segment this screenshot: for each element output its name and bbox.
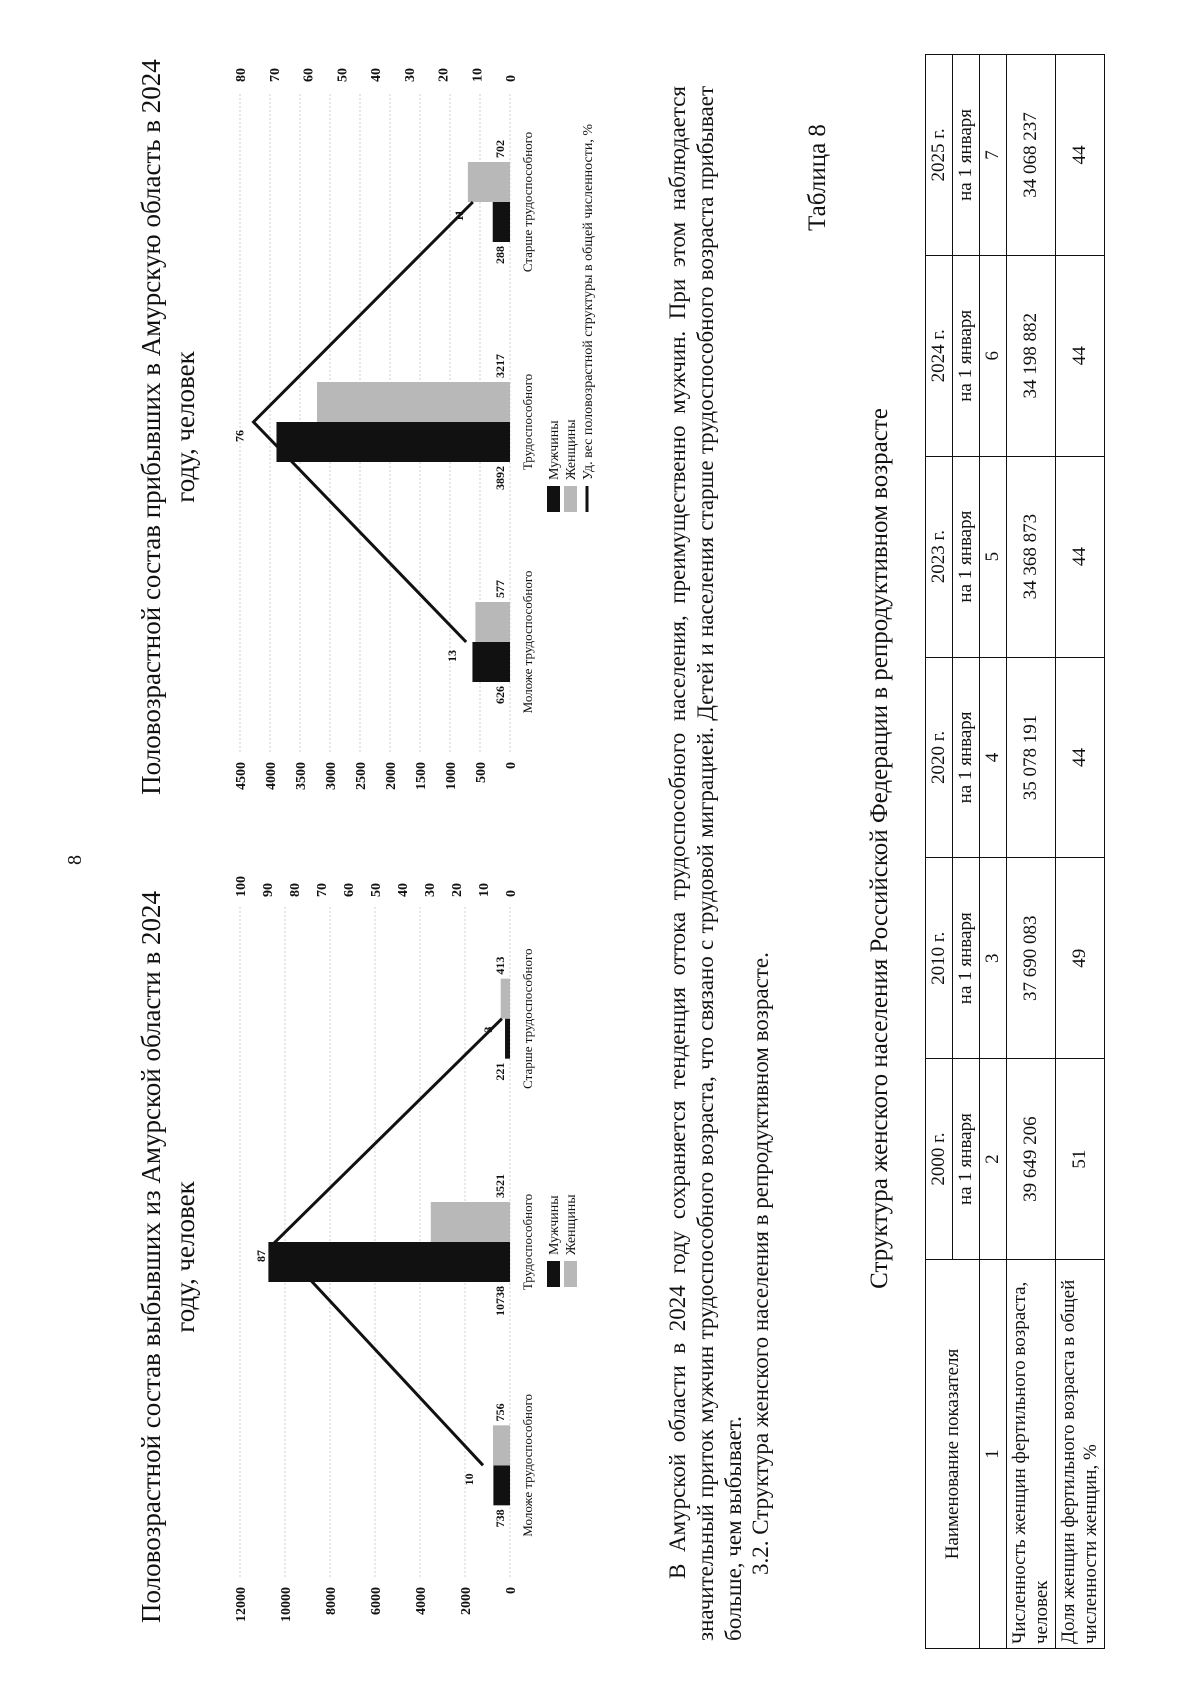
subheader-date: на 1 января [953,1059,980,1260]
y-tick-label: 2000 [384,762,399,790]
y-tick-label: 2500 [354,762,369,790]
section-heading: 3.2. Структура женского населения в репродуктивном возрасте. [748,952,773,1575]
column-number: 6 [980,255,1007,456]
bar-women [493,1425,510,1465]
y-tick-label: 2000 [459,1587,474,1615]
bar-men [493,202,510,242]
y-tick-label: 3000 [324,762,339,790]
paragraph-text: В Амурской области в 2024 году сохраняется тенденция оттока трудоспособного населения, преимущественно мужчин. При этом наблюдается значительный приток мужчин трудоспособного возраста, что связано с трудовой миграцией. Детей и населения старше трудоспособного возраста прибывает больше, чем выбывает. [665,86,746,1641]
y2-tick-label: 100 [234,876,249,897]
header-year: 2020 г. [926,657,953,858]
y-tick-label: 4000 [264,762,279,790]
bar-value-label: 10738 [493,1286,507,1316]
header-indicator: Наименование показателя [926,1260,980,1649]
bar-men [493,1465,510,1505]
row-label: Численность женщин фертильного возраста, человек [1007,1260,1056,1649]
y-tick-label: 6000 [369,1587,384,1615]
y2-tick-label: 0 [504,890,519,897]
table-cell: 35 078 191 [1007,657,1056,858]
y-tick-label: 0 [504,762,519,769]
category-label: Старше трудоспособного [520,948,535,1089]
page-number: 8 [64,855,86,865]
bar-women [501,979,510,1019]
y2-tick-label: 0 [504,75,519,82]
table-cell: 39 649 206 [1007,1059,1056,1260]
legend-label: Женщины [564,419,579,480]
table-cell: 34 368 873 [1007,456,1056,657]
bar-value-label: 3521 [493,1174,507,1198]
line-value-label: 76 [232,430,247,442]
y-tick-label: 12000 [234,1587,249,1622]
header-year: 2023 г. [926,456,953,657]
bar-men [276,422,510,462]
bar-value-label: 702 [493,140,507,158]
chart-1-title: Половозрастной состав выбывших из Амурской области в 2024 году, человек [136,891,200,1623]
legend-swatch [547,1261,560,1287]
y-tick-label: 4500 [234,762,249,790]
y2-tick-label: 40 [369,68,384,82]
bar-value-label: 626 [493,686,507,704]
y2-tick-label: 20 [436,68,452,82]
bar-value-label: 577 [493,580,507,598]
y2-tick-label: 80 [288,883,303,897]
y2-tick-label: 50 [369,883,384,897]
table-row [1007,55,1056,1649]
legend-swatch [564,1261,577,1287]
bar-value-label: 3892 [493,466,507,490]
line-value-label: 3 [480,1026,495,1033]
column-number: 5 [980,456,1007,657]
y2-tick-label: 60 [342,883,357,897]
category-label: Трудоспособного [520,373,535,471]
bar-men [268,1242,510,1282]
table-number: Таблица 8 [804,124,831,231]
bar-value-label: 221 [493,1062,507,1081]
table-row [1056,55,1105,1649]
column-number: 7 [980,55,1007,256]
table-cell: 44 [1056,255,1105,456]
table-cell: 34 068 237 [1007,55,1056,256]
header-year: 2024 г. [926,255,953,456]
bar-men [505,1019,510,1059]
y-tick-label: 0 [504,1587,519,1594]
line-value-label: 11 [451,210,466,222]
y2-tick-label: 60 [301,68,317,82]
y2-tick-label: 20 [450,883,465,897]
y2-tick-label: 70 [267,68,283,82]
table-cell: 37 690 083 [1007,858,1056,1059]
header-year: 2010 г. [926,858,953,1059]
subheader-date: на 1 января [953,255,980,456]
bar-women [431,1202,510,1242]
y-tick-label: 1500 [414,762,429,790]
chart-2-title: Половозрастной состав прибывших в Амурскую область в 2024 году, человек [136,59,200,795]
table-cell: 44 [1056,657,1105,858]
y-tick-label: 3500 [294,762,309,790]
table-header-row [926,55,953,1649]
legend-label: Мужчины [547,1195,562,1255]
bar-women [468,162,510,202]
column-number: 4 [980,657,1007,858]
y-tick-label: 8000 [324,1587,339,1615]
bar-value-label: 288 [493,246,507,264]
data-table [925,54,1105,1649]
y2-tick-label: 40 [396,883,411,897]
bar-value-label: 3217 [493,354,507,378]
line-value-label: 87 [254,1250,269,1262]
bar-women [317,382,510,422]
table-cell: 44 [1056,55,1105,256]
body-paragraph [664,86,748,1641]
legend-swatch [564,486,577,512]
line-value-label: 10 [462,1473,476,1486]
y2-tick-label: 70 [315,883,330,897]
table-cell: 51 [1056,1059,1105,1260]
y2-tick-label: 80 [234,68,249,82]
table-cell: 49 [1056,858,1105,1059]
subheader-date: на 1 января [953,456,980,657]
bar-value-label: 413 [493,956,507,975]
chart-inflow [210,12,630,812]
column-number: 1 [980,1260,1007,1649]
y2-tick-label: 30 [402,68,418,82]
column-number: 3 [980,858,1007,1059]
table-numbering-row [980,55,1007,1649]
bar-women [475,602,510,642]
row-label: Доля женщин фертильного возраста в общей численности женщин, % [1056,1260,1105,1649]
category-label: Моложе трудоспособного [520,1393,535,1537]
legend-swatch [547,486,560,512]
line-value-label: 13 [445,650,460,662]
category-label: Моложе трудоспособного [520,570,535,714]
legend-label: Женщины [564,1194,579,1255]
y2-tick-label: 30 [423,883,438,897]
table-cell: 34 198 882 [1007,255,1056,456]
y-tick-label: 4000 [414,1587,429,1615]
bar-value-label: 738 [493,1509,507,1528]
y-tick-label: 500 [474,762,489,783]
legend-label: Мужчины [547,420,562,480]
y2-tick-label: 90 [261,883,276,897]
y2-tick-label: 10 [477,883,492,897]
y-tick-label: 1000 [444,762,459,790]
legend-label: Уд. вес половозрастной структуры в общей численности, % [581,123,596,480]
column-number: 2 [980,1059,1007,1260]
table-cell: 44 [1056,456,1105,657]
header-year: 2000 г. [926,1059,953,1260]
header-year: 2025 г. [926,55,953,256]
category-label: Трудоспособного [520,1193,535,1291]
table-title: Структура женского населения Российской Федерации в репродуктивном возрасте [866,408,893,1289]
subheader-date: на 1 января [953,55,980,256]
y2-tick-label: 10 [470,68,486,82]
bar-value-label: 756 [493,1403,507,1422]
subheader-date: на 1 января [953,858,980,1059]
bar-men [472,642,510,682]
y2-tick-label: 50 [335,68,351,82]
chart-outflow [210,837,610,1637]
category-label: Старше трудоспособного [520,131,535,273]
y-tick-label: 10000 [279,1587,294,1622]
subheader-date: на 1 января [953,657,980,858]
